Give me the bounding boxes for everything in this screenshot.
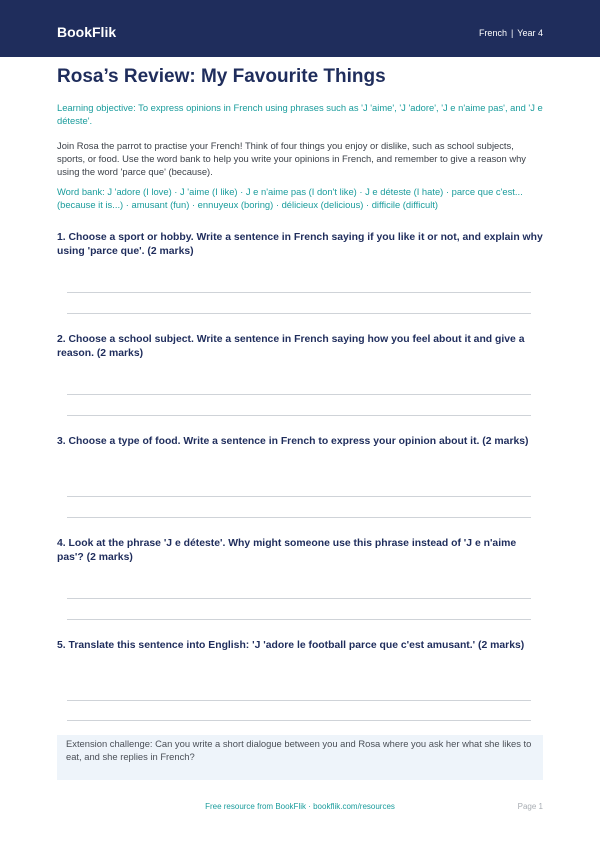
footer-resource-link[interactable]: Free resource from BookFlik · bookflik.com/resources: [205, 802, 395, 811]
answer-line[interactable]: [67, 292, 531, 293]
extension-challenge-box: [57, 735, 543, 780]
intro-text: Join Rosa the parrot to practise your French! Think of four things you enjoy or dislike, such as school subjects, sports, or food. Use the word bank to help you write your opinions in French, and remember to give a reason why using the word 'parce que' (because).: [57, 140, 526, 177]
learning-objective: Learning objective: To express opinions in French using phrases such as 'J 'aime', 'J 'adore', 'J e n'aime pas', and 'J e déteste'.: [57, 102, 543, 126]
question-2: 2. Choose a school subject. Write a sentence in French saying how you feel about it and give a reason. (2 marks): [57, 334, 525, 359]
answer-line[interactable]: [67, 394, 531, 395]
answer-line[interactable]: [67, 720, 531, 721]
answer-line[interactable]: [67, 496, 531, 497]
question-5: 5. Translate this sentence into English: 'J 'adore le football parce que c'est amusant.' (2 marks): [57, 640, 525, 651]
answer-line[interactable]: [67, 415, 531, 416]
answer-line[interactable]: [67, 517, 531, 518]
question-3: 3. Choose a type of food. Write a sentence in French to express your opinion about it. (2 marks): [57, 436, 529, 447]
page-header: [0, 0, 600, 57]
brand-logo: BookFlik: [57, 24, 117, 40]
meta-separator: |: [510, 28, 514, 38]
answer-line[interactable]: [67, 598, 531, 599]
subject-label: French: [478, 28, 507, 38]
question-4: 4. Look at the phrase 'J e déteste'. Why might someone use this phrase instead of 'J e n'aime pas'? (2 marks): [57, 538, 517, 563]
question-1: 1. Choose a sport or hobby. Write a sentence in French saying if you like it or not, and explain why using 'parce que'. (2 marks): [57, 232, 543, 257]
subject-year-label: [479, 27, 543, 39]
answer-line[interactable]: [67, 700, 531, 701]
answer-line[interactable]: [67, 619, 531, 620]
page-number: Page 1: [517, 802, 543, 811]
extension-challenge-text: Extension challenge: Can you write a short dialogue between you and Rosa where you ask her what she likes to eat, and she replies in French?: [66, 738, 532, 762]
year-label: Year 4: [517, 28, 543, 38]
answer-line[interactable]: [67, 313, 531, 314]
worksheet-title: Rosa’s Review: My Favourite Things: [57, 66, 386, 87]
word-bank: Word bank: J 'adore (I love) · J 'aime (I like) · J e n'aime pas (I don't like) · J e déteste (I hate) · parce que c'est... (because it is...) · amusant (fun) · ennuyeux (boring) · délicieux (delicious) · difficile (difficult): [57, 186, 523, 210]
